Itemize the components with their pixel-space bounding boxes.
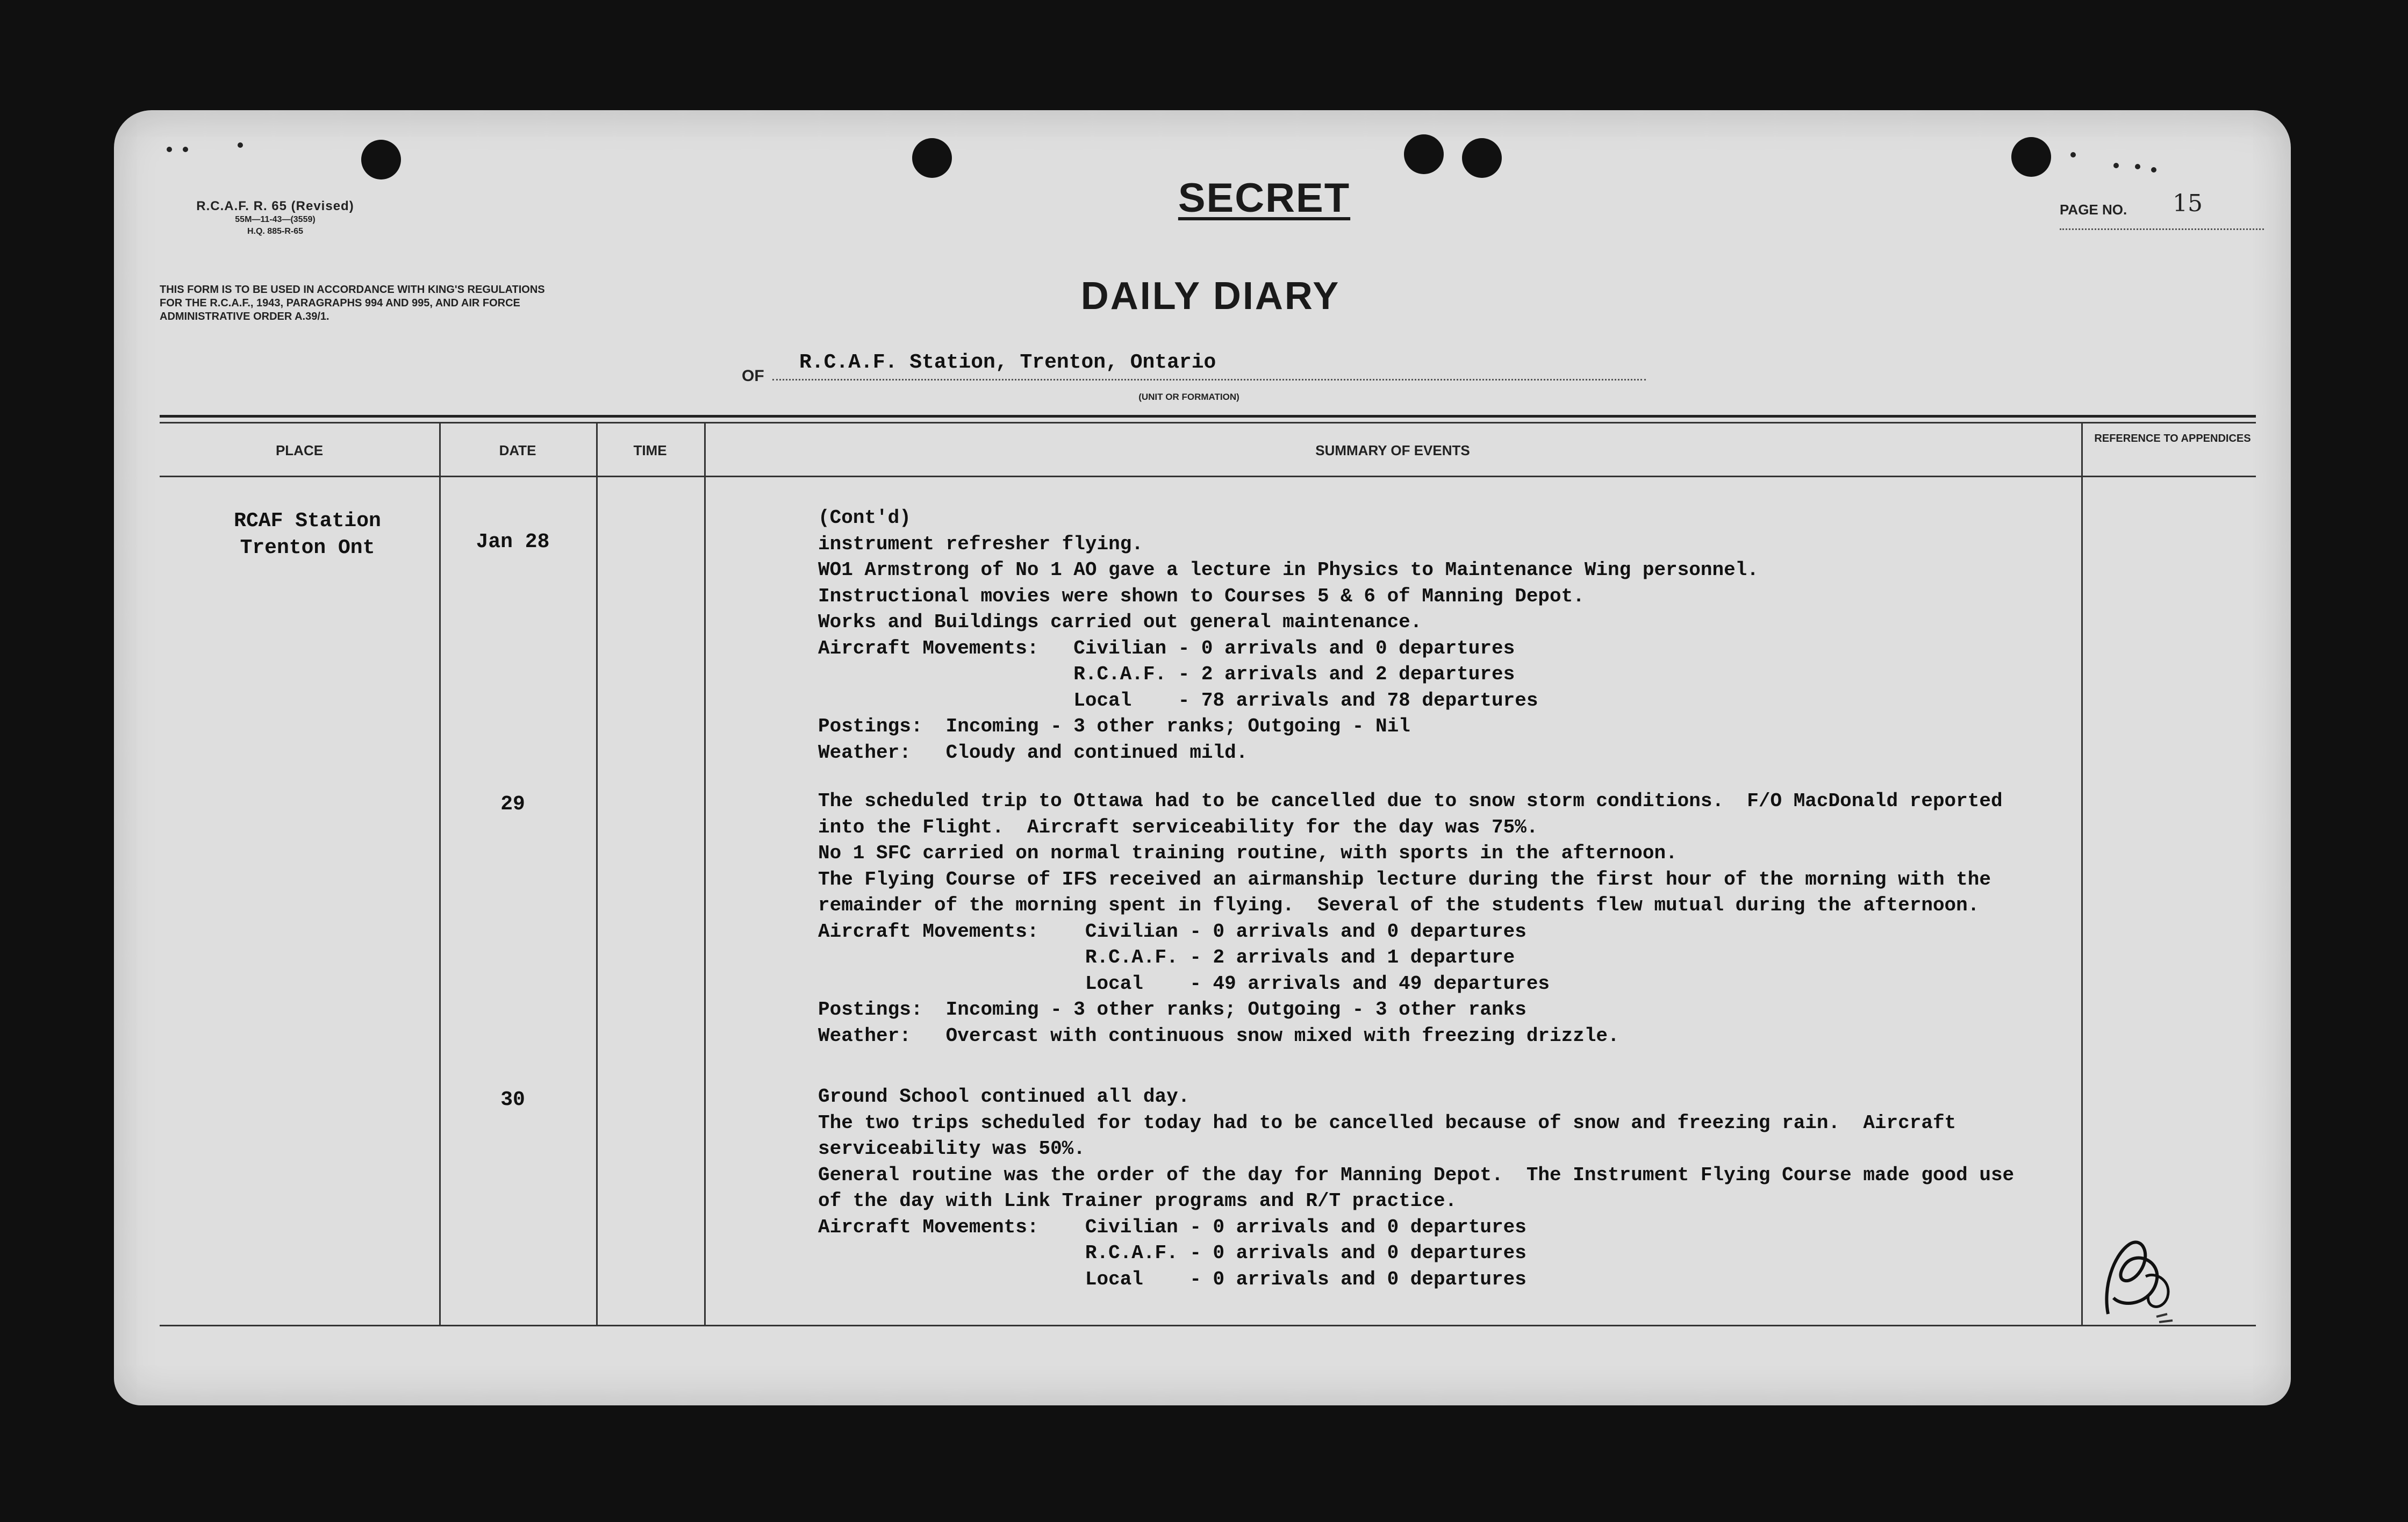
- page-number-value: 15: [2173, 190, 2203, 217]
- column-divider: [439, 423, 441, 1325]
- punch-hole: [361, 140, 401, 180]
- speck: [238, 142, 243, 148]
- punch-hole: [912, 138, 952, 178]
- entry-date: Jan 28: [476, 530, 550, 554]
- form-code: H.Q. 885-R-65: [247, 227, 304, 236]
- classification-stamp: SECRET: [1178, 175, 1351, 221]
- punch-hole: [1404, 134, 1444, 174]
- speck: [2070, 152, 2076, 157]
- speck: [2113, 163, 2119, 168]
- header-time: TIME: [633, 442, 667, 458]
- speck: [2135, 164, 2140, 169]
- punch-hole: [2011, 137, 2051, 177]
- table-rule: [160, 1325, 2256, 1326]
- table-rule: [160, 415, 2256, 418]
- entry-summary: Ground School continued all day. The two trips scheduled for today had to be cancelled because of snow and freezing rain. Aircraft serviceability was 50%. General routine was the order of the day for Manning Depot. The Instrument Flying Course made good use of the day with Link Trainer programs and R/T practice. Aircraft Movements: Civilian - 0 arrivals and 0 departures R.C.A.F. - 0 arrivals and 0 departures Local - 0 arrivals and 0 departures: [818, 1086, 2015, 1290]
- entry-date: 29: [500, 793, 525, 816]
- header-date: DATE: [499, 442, 536, 458]
- speck: [183, 147, 188, 152]
- column-divider: [596, 423, 598, 1325]
- header-summary: SUMMARY OF EVENTS: [1315, 442, 1470, 458]
- entry-summary: (Cont'd) instrument refresher flying. WO1 Armstrong of No 1 AO gave a lecture in Physics to Maintenance Wing personnel. Instructional movies were shown to Courses 5 & 6 of Manning Depot. Works and Buildings carried out general maintenance. Aircraft Movements: Civilian - 0 arrivals and 0 departures R.C.A.F. - 2 arrivals and 2 departures Local - 78 arrivals and 78 departures Postings: Incoming - 3 other ranks; Outgoing - Nil Weather: Cloudy and continued mild.: [818, 507, 1759, 764]
- of-label: OF: [742, 367, 764, 385]
- table-rule: [160, 476, 2256, 477]
- punch-hole: [1462, 138, 1502, 178]
- form-code: 55M—11-43—(3559): [235, 215, 316, 224]
- unit-value: R.C.A.F. Station, Trenton, Ontario: [799, 351, 1216, 374]
- initials-signature: [2092, 1223, 2189, 1330]
- page-number-field: [2060, 190, 2264, 230]
- speck: [167, 147, 172, 152]
- header-place: PLACE: [275, 442, 324, 458]
- place-cell: RCAF Station Trenton Ont: [234, 509, 381, 559]
- diary-page: [114, 110, 2291, 1405]
- column-divider: [704, 423, 706, 1325]
- entry-summary: The scheduled trip to Ottawa had to be cancelled due to snow storm conditions. F/O MacDonald reported into the Flight. Aircraft serviceability for the day was 75%. No 1 SFC carried on normal training routine, with sports in the afternoon. The Flying Course of IFS received an airmanship lecture during the first hour of the morning with the remainder of the morning spent in flying. Several of the students flew mutual during the afternoon. Aircraft Movements: Civilian - 0 arrivals and 0 departures R.C.A.F. - 2 arrivals and 1 departure Local - 49 arrivals and 49 departures Postings: Incoming - 3 other ranks; Outgoing - 3 other ranks Weather: Overcast with continuous snow mixed with freezing drizzle.: [818, 790, 2003, 1047]
- table-rule: [160, 422, 2256, 423]
- form-number: R.C.A.F. R. 65 (Revised): [196, 199, 354, 213]
- header-reference: REFERENCE TO APPENDICES: [2094, 433, 2251, 444]
- entry-date: 30: [500, 1088, 525, 1111]
- form-identification: [173, 199, 377, 238]
- document-title: DAILY DIARY: [1080, 275, 1341, 318]
- regulation-note: THIS FORM IS TO BE USED IN ACCORDANCE WITH KING'S REGULATIONS FOR THE R.C.A.F., 1943, PARAGRAPHS 994 AND 995, AND AIR FORCE ADMINISTRATIVE ORDER A.39/1.: [160, 284, 545, 322]
- unit-caption: (UNIT OR FORMATION): [1138, 392, 1239, 402]
- speck: [2151, 167, 2156, 173]
- page-number-label: PAGE NO.: [2060, 202, 2127, 218]
